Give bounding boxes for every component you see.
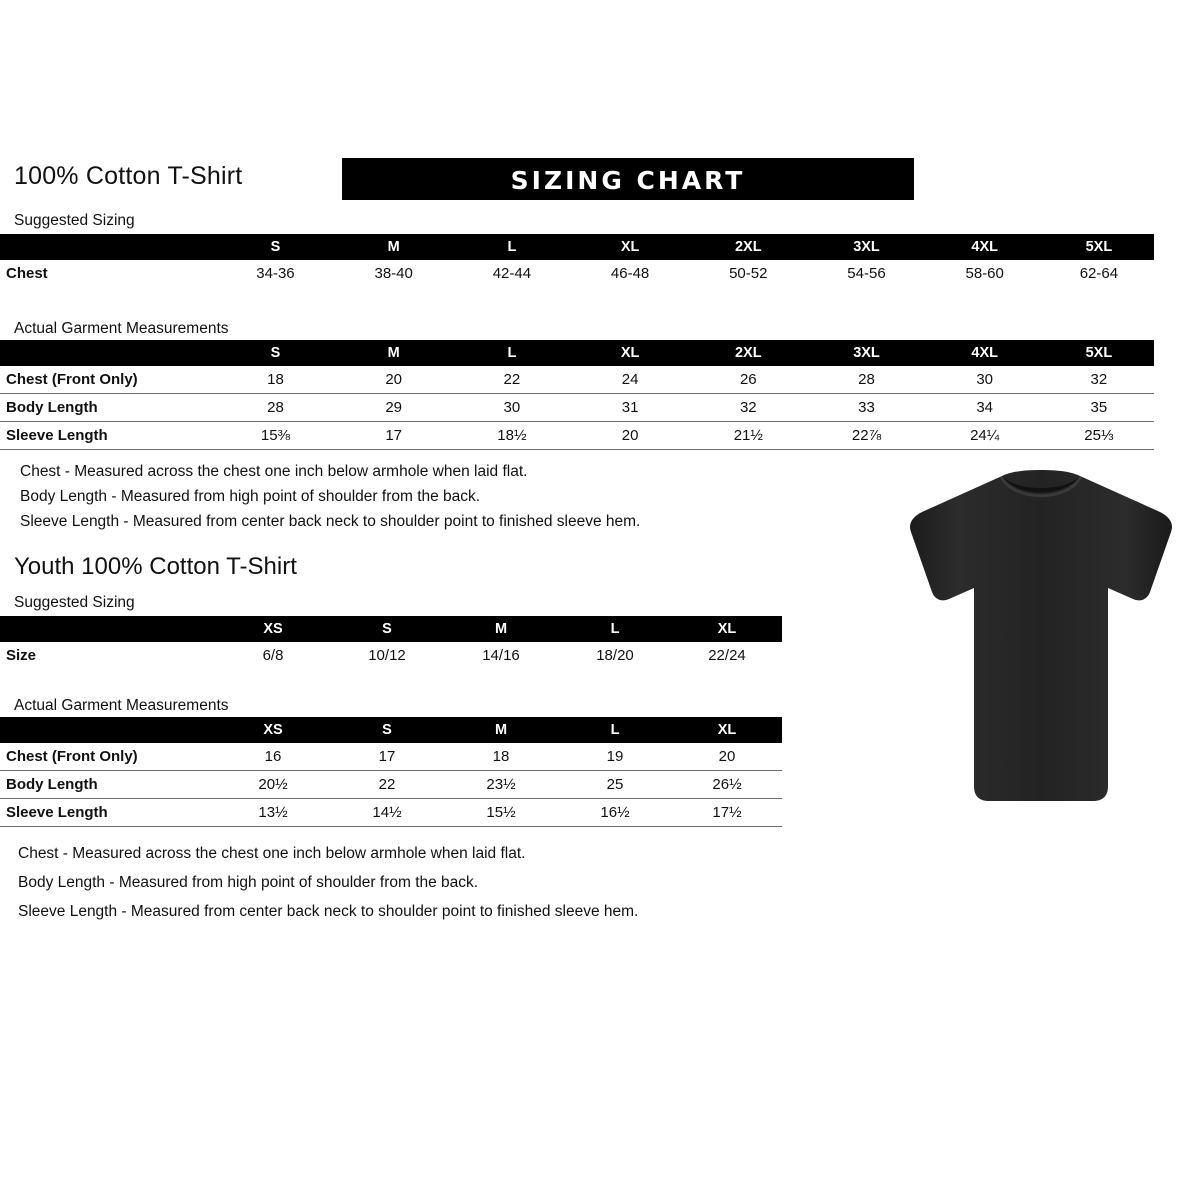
adult-suggested-sizing-label: Suggested Sizing [14, 212, 135, 229]
tshirt-image [898, 468, 1184, 808]
adult-actual-header-corner [0, 340, 216, 366]
youth-actual-cell: 15½ [444, 799, 558, 827]
youth-actual-cell: 14½ [330, 799, 444, 827]
adult-actual-cell: 24 [571, 366, 689, 394]
youth-actual-row-label: Sleeve Length [0, 799, 216, 827]
youth-suggested-header-m: M [444, 616, 558, 642]
adult-suggested-cell: 50-52 [689, 260, 807, 287]
adult-actual-measurements-table [0, 340, 1154, 450]
adult-actual-cell: 30 [926, 366, 1044, 394]
adult-actual-cell: 26 [689, 366, 807, 394]
table-row [0, 743, 782, 771]
adult-suggested-header-5xl: 5XL [1044, 234, 1154, 260]
youth-suggested-row-label: Size [0, 642, 216, 669]
adult-actual-header-s: S [216, 340, 334, 366]
adult-suggested-cell: 42-44 [453, 260, 571, 287]
adult-actual-cell: 29 [335, 394, 453, 422]
adult-actual-cell: 22 [453, 366, 571, 394]
sizing-chart-banner [342, 158, 914, 200]
adult-actual-cell: 20 [335, 366, 453, 394]
adult-actual-header-5xl: 5XL [1044, 340, 1154, 366]
page-title: 100% Cotton T-Shirt [14, 162, 243, 190]
youth-suggested-cell: 18/20 [558, 642, 672, 669]
adult-suggested-cell: 62-64 [1044, 260, 1154, 287]
adult-actual-measurements-label: Actual Garment Measurements [14, 320, 229, 337]
table-header-row [0, 616, 782, 642]
table-row [0, 799, 782, 827]
adult-actual-cell: 32 [689, 394, 807, 422]
youth-suggested-sizing-label: Suggested Sizing [14, 594, 135, 611]
table-header-row [0, 340, 1154, 366]
adult-suggested-cell: 38-40 [335, 260, 453, 287]
adult-actual-row-label: Chest (Front Only) [0, 366, 216, 394]
adult-actual-cell: 32 [1044, 366, 1154, 394]
adult-note-chest: Chest - Measured across the chest one inch below armhole when laid flat. [20, 463, 528, 480]
table-row [0, 642, 782, 669]
adult-actual-cell: 18 [216, 366, 334, 394]
table-row [0, 260, 1154, 287]
youth-actual-header-s: S [330, 717, 444, 743]
youth-suggested-header-s: S [330, 616, 444, 642]
youth-suggested-cell: 10/12 [330, 642, 444, 669]
youth-note-sleeve-length: Sleeve Length - Measured from center back neck to shoulder point to finished sleeve hem. [18, 903, 639, 920]
youth-actual-cell: 26½ [672, 771, 782, 799]
adult-actual-cell: 31 [571, 394, 689, 422]
table-row [0, 422, 1154, 450]
youth-suggested-header-corner [0, 616, 216, 642]
youth-actual-header-corner [0, 717, 216, 743]
adult-suggested-cell: 54-56 [807, 260, 925, 287]
adult-actual-cell: 34 [926, 394, 1044, 422]
youth-actual-header-xl: XL [672, 717, 782, 743]
adult-suggested-header-m: M [335, 234, 453, 260]
tshirt-icon [898, 468, 1184, 808]
youth-actual-cell: 23½ [444, 771, 558, 799]
table-row [0, 366, 1154, 394]
youth-actual-cell: 20 [672, 743, 782, 771]
title-row [14, 158, 1186, 200]
adult-suggested-header-3xl: 3XL [807, 234, 925, 260]
adult-suggested-header-2xl: 2XL [689, 234, 807, 260]
adult-actual-cell: 22⅞ [807, 422, 925, 450]
adult-actual-cell: 28 [807, 366, 925, 394]
youth-actual-cell: 19 [558, 743, 672, 771]
youth-suggested-header-l: L [558, 616, 672, 642]
youth-actual-header-l: L [558, 717, 672, 743]
youth-suggested-header-xl: XL [672, 616, 782, 642]
youth-actual-cell: 17½ [672, 799, 782, 827]
table-row [0, 771, 782, 799]
adult-actual-cell: 28 [216, 394, 334, 422]
adult-actual-row-label: Body Length [0, 394, 216, 422]
youth-suggested-cell: 6/8 [216, 642, 330, 669]
youth-actual-cell: 13½ [216, 799, 330, 827]
youth-actual-measurements-label: Actual Garment Measurements [14, 697, 229, 714]
adult-actual-cell: 17 [335, 422, 453, 450]
adult-actual-cell: 30 [453, 394, 571, 422]
youth-actual-header-m: M [444, 717, 558, 743]
adult-actual-header-xl: XL [571, 340, 689, 366]
adult-suggested-row-label: Chest [0, 260, 216, 287]
adult-suggested-sizing-table [0, 234, 1154, 287]
adult-actual-header-2xl: 2XL [689, 340, 807, 366]
youth-section-title: Youth 100% Cotton T-Shirt [14, 553, 297, 580]
table-header-row [0, 234, 1154, 260]
adult-actual-header-l: L [453, 340, 571, 366]
adult-suggested-header-s: S [216, 234, 334, 260]
table-row [0, 394, 1154, 422]
adult-note-sleeve-length: Sleeve Length - Measured from center back neck to shoulder point to finished sleeve hem. [20, 513, 641, 530]
youth-suggested-header-xs: XS [216, 616, 330, 642]
adult-actual-cell: 35 [1044, 394, 1154, 422]
adult-actual-header-4xl: 4XL [926, 340, 1044, 366]
youth-actual-cell: 17 [330, 743, 444, 771]
youth-actual-cell: 22 [330, 771, 444, 799]
adult-actual-cell: 18½ [453, 422, 571, 450]
youth-note-chest: Chest - Measured across the chest one inch below armhole when laid flat. [18, 845, 526, 862]
youth-actual-row-label: Chest (Front Only) [0, 743, 216, 771]
youth-actual-cell: 16 [216, 743, 330, 771]
adult-actual-cell: 20 [571, 422, 689, 450]
youth-suggested-sizing-table [0, 616, 782, 669]
adult-suggested-header-4xl: 4XL [926, 234, 1044, 260]
adult-suggested-cell: 58-60 [926, 260, 1044, 287]
adult-actual-header-m: M [335, 340, 453, 366]
table-header-row [0, 717, 782, 743]
youth-actual-cell: 20½ [216, 771, 330, 799]
adult-note-body-length: Body Length - Measured from high point of shoulder from the back. [20, 488, 481, 505]
adult-actual-row-label: Sleeve Length [0, 422, 216, 450]
adult-actual-cell: 33 [807, 394, 925, 422]
youth-actual-cell: 25 [558, 771, 672, 799]
youth-note-body-length: Body Length - Measured from high point of shoulder from the back. [18, 874, 479, 891]
youth-suggested-cell: 14/16 [444, 642, 558, 669]
sizing-chart-banner-label: SIZING CHART [510, 166, 746, 195]
youth-actual-measurements-table [0, 717, 782, 827]
youth-suggested-cell: 22/24 [672, 642, 782, 669]
adult-suggested-header-l: L [453, 234, 571, 260]
adult-suggested-cell: 46-48 [571, 260, 689, 287]
youth-actual-row-label: Body Length [0, 771, 216, 799]
adult-suggested-header-corner [0, 234, 216, 260]
adult-actual-cell: 24¼ [926, 422, 1044, 450]
adult-actual-cell: 21½ [689, 422, 807, 450]
adult-actual-cell: 15⅜ [216, 422, 334, 450]
adult-actual-cell: 25⅓ [1044, 422, 1154, 450]
youth-actual-cell: 16½ [558, 799, 672, 827]
youth-actual-header-xs: XS [216, 717, 330, 743]
adult-suggested-cell: 34-36 [216, 260, 334, 287]
youth-actual-cell: 18 [444, 743, 558, 771]
adult-actual-header-3xl: 3XL [807, 340, 925, 366]
adult-suggested-header-xl: XL [571, 234, 689, 260]
